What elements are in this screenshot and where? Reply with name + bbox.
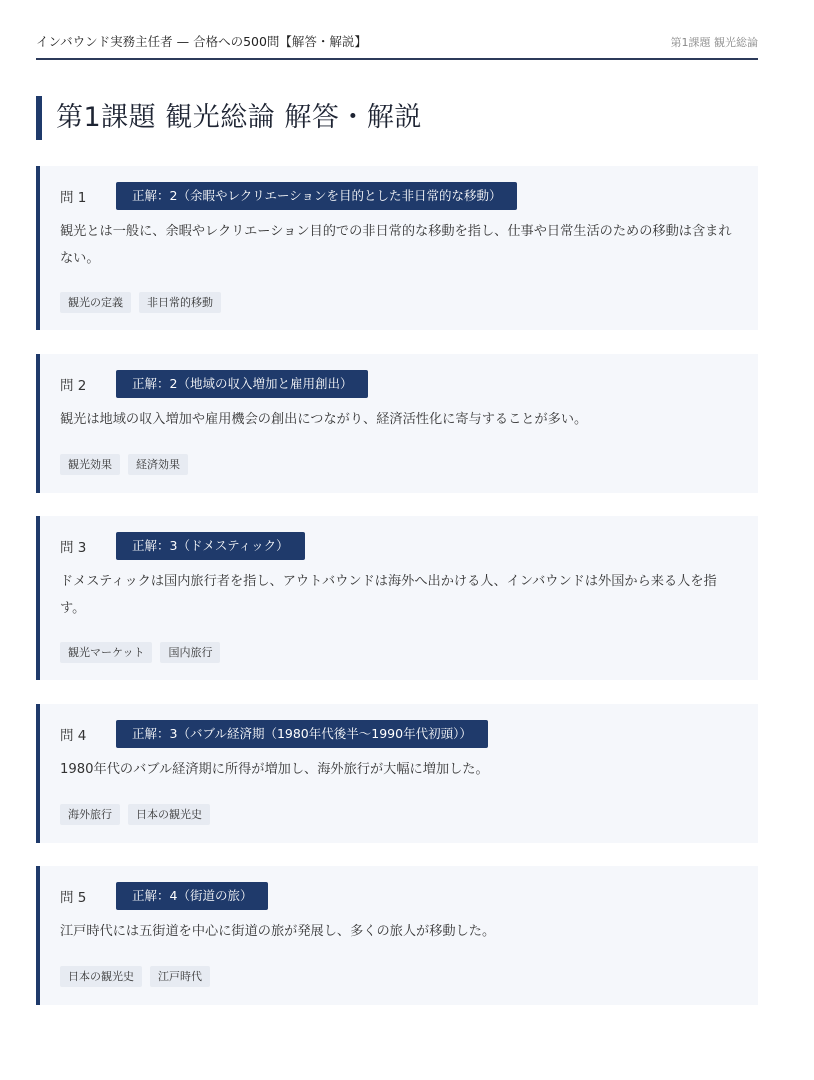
explanation-text: 観光は地域の収入増加や雇用機会の創出につながり、経済活性化に寄与することが多い。 [60, 412, 588, 427]
tag-list [60, 966, 210, 987]
answer-badge: 正解：3（ドメスティック） [116, 532, 305, 560]
tag: 日本の観光史 [60, 966, 142, 987]
tag: 観光の定義 [60, 292, 131, 313]
tag: 国内旅行 [160, 642, 220, 663]
question-card [36, 516, 758, 680]
tag-list [60, 642, 220, 663]
tag-list [60, 454, 188, 475]
page-header [36, 30, 758, 60]
tag: 観光マーケット [60, 642, 152, 663]
tag: 観光効果 [60, 454, 120, 475]
question-card [36, 166, 758, 330]
explanation-text: 1980年代のバブル経済期に所得が増加し、海外旅行が大幅に増加した。 [60, 762, 489, 777]
explanation-text: 観光とは一般に、余暇やレクリエーション目的での非日常的な移動を指し、仕事や日常生活のための移動は含まれない。 [60, 224, 732, 266]
question-card [36, 704, 758, 843]
question-number: 問 4 [60, 728, 87, 744]
answer-badge: 正解：2（余暇やレクリエーションを目的とした非日常的な移動） [116, 182, 517, 210]
book-title: インバウンド実務主任者 — 合格への500問【解答・解説】 [36, 34, 367, 49]
question-card [36, 354, 758, 493]
tag: 経済効果 [128, 454, 188, 475]
question-card [36, 866, 758, 1005]
explanation-text: ドメスティックは国内旅行者を指し、アウトバウンドは海外へ出かける人、インバウンドは外国から来る人を指す。 [60, 574, 717, 616]
explanation-text: 江戸時代には五街道を中心に街道の旅が発展し、多くの旅人が移動した。 [60, 924, 496, 939]
tag: 海外旅行 [60, 804, 120, 825]
question-number: 問 1 [60, 190, 87, 206]
answer-badge: 正解：2（地域の収入増加と雇用創出） [116, 370, 368, 398]
page-title: 第1課題 観光総論 解答・解説 [36, 96, 422, 140]
tag: 江戸時代 [150, 966, 210, 987]
tag: 非日常的移動 [139, 292, 221, 313]
tag-list [60, 292, 221, 313]
section-label: 第1課題 観光総論 [670, 36, 758, 49]
question-number: 問 5 [60, 890, 87, 906]
answer-badge: 正解：4（街道の旅） [116, 882, 268, 910]
question-number: 問 3 [60, 540, 87, 556]
tag-list [60, 804, 210, 825]
question-number: 問 2 [60, 378, 87, 394]
answer-badge: 正解：3（バブル経済期（1980年代後半～1990年代初頭）） [116, 720, 488, 748]
tag: 日本の観光史 [128, 804, 210, 825]
